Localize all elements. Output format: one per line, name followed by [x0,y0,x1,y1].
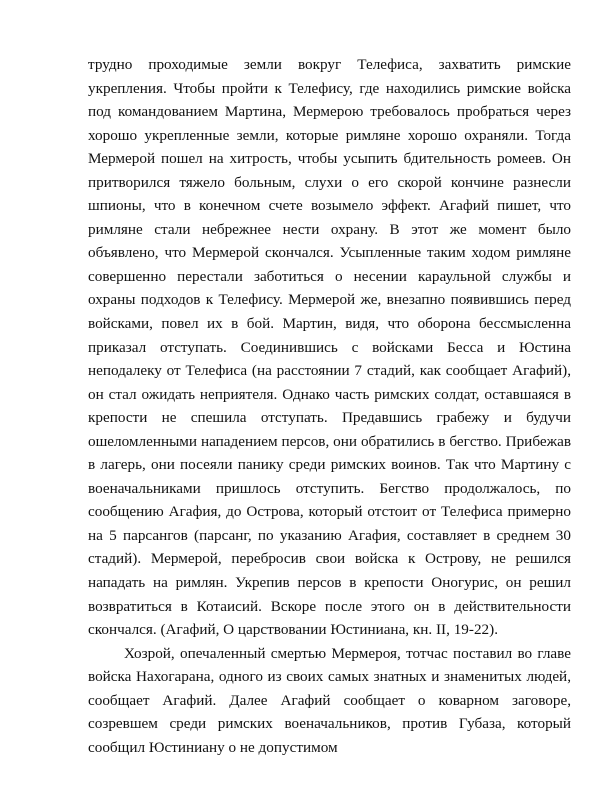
body-text [88,53,571,759]
paragraph-khosrow: Хозрой, опечаленный смертью Мермероя, тотчас поставил во главе войска Нахогарана, одного из своих самых знатных и знаменитых людей, сообщает Агафий. Далее Агафий сообщает о коварном заговоре, созревшем среди римских военачальников, против Губаза, который сообщил Юстиниану о не допустимом [88,644,571,756]
paragraph-continued: трудно проходимые земли вокруг Телефиса, захватить римские укрепления. Чтобы пройти к Телефису, где находились римские войска под командованием Мартина, Мермерою требовалось пробраться через хорошо укрепленные земли, которые римляне хорошо охраняли. Тогда Мермерой пошел на хитрость, чтобы усыпить бдительность ромеев. Он притворился тяжело больным, слухи о его скорой кончине разнесли шпионы, что в конечном счете возымело эффект. Агафий пишет, что римляне стали небрежнее нести охрану. В этот же момент было объявлено, что Мермерой скончался. Усыпленные таким ходом римляне совершенно перестали заботиться о несении караульной службы и охраны подходов к Телефису. Мермерой же, внезапно появившись перед войсками, повел их в бой. Мартин, видя, что оборона бессмысленна приказал отступать. Соединившись с войсками Бесса и Юстина неподалеку от Телефиса (на расстоянии 7 стадий, как сообщает Агафий), он стал ожидать неприятеля. Однако часть римских солдат, оставшаяся в крепости не спешила отступать. Предавшись грабежу и будучи ошеломленными нападением персов, они обратились в бегство. Прибежав в лагерь, они посеяли панику среди римских воинов. Так что Мартину с военачальниками пришлось отступить. Бегство продолжалось, по сообщению Агафия, до Острова, который отстоит от Телефиса примерно на 5 парсангов (парсанг, по указанию Агафия, составляет в среднем 30 стадий). Мермерой, перебросив свои войска к Острову, не решился нападать на римлян. Укрепив персов в крепости Оногурис, он решил возвратиться в Котаисий. Вскоре после этого он в действительности скончался. (Агафий, О царствовании Юстиниана, кн. II, 19-22). [88,56,571,639]
